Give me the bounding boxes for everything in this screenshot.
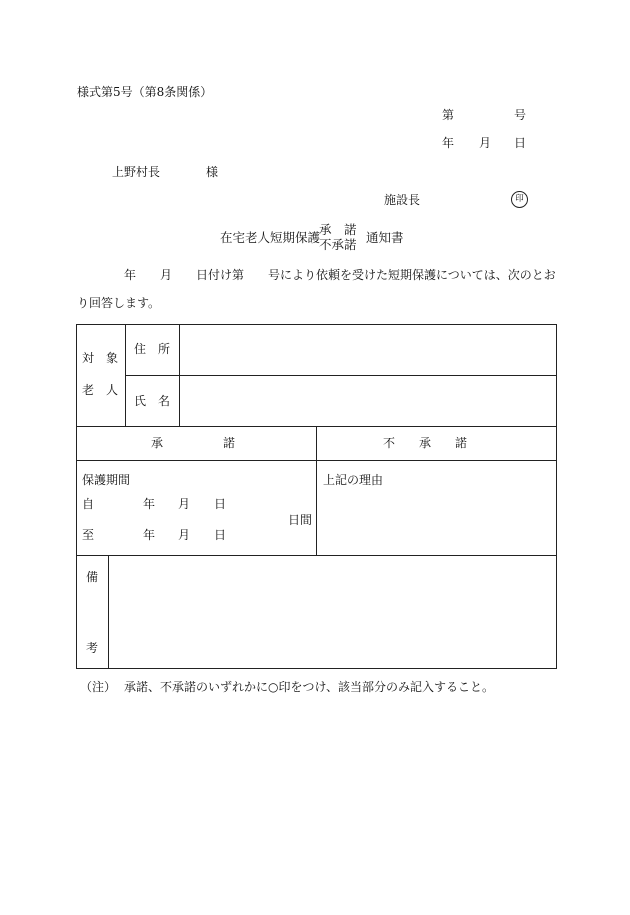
form-id: 様式第5号（第8条関係） xyxy=(77,85,213,99)
approve-header: 承 諾 xyxy=(151,436,236,450)
address-label: 住 所 xyxy=(134,342,171,356)
name-label: 氏 名 xyxy=(134,394,171,408)
subject-label-2: 老 人 xyxy=(82,383,119,397)
from-label: 自 xyxy=(82,497,95,511)
days-label: 日間 xyxy=(288,513,313,527)
note-label: （注） xyxy=(80,680,117,694)
body-line2: り回答します。 xyxy=(77,296,161,310)
from-month: 月 xyxy=(178,497,191,511)
body-year: 年 xyxy=(124,268,137,282)
to-day: 日 xyxy=(214,528,227,542)
addressee-honorific: 様 xyxy=(206,165,219,179)
note-text: 承諾、不承諾のいずれかに○印をつけ、該当部分のみ記入すること。 xyxy=(124,680,494,694)
from-year: 年 xyxy=(143,497,156,511)
number-suffix: 号 xyxy=(514,108,527,122)
reject-header: 不 承 諾 xyxy=(383,436,468,450)
title-option-approve: 承 諾 xyxy=(319,222,357,237)
remarks-label-1: 備 xyxy=(86,570,99,584)
sender-title: 施設長 xyxy=(384,193,421,207)
to-year: 年 xyxy=(143,528,156,542)
reason-label: 上記の理由 xyxy=(323,473,384,487)
body-day-no: 日付け第 xyxy=(196,268,245,282)
body-month: 月 xyxy=(160,268,173,282)
from-day: 日 xyxy=(214,497,227,511)
title-suffix: 通知書 xyxy=(366,230,404,245)
date-day: 日 xyxy=(514,136,527,150)
title-prefix: 在宅老人短期保護 xyxy=(220,230,321,245)
title-option-reject: 不承諾 xyxy=(319,237,357,252)
to-label: 至 xyxy=(82,528,95,542)
body-line1-rest: 号により依頼を受けた短期保護については、次のとお xyxy=(268,268,556,282)
to-month: 月 xyxy=(178,528,191,542)
seal-icon: 印 xyxy=(511,191,528,208)
addressee-name: 上野村長 xyxy=(112,165,161,179)
date-month: 月 xyxy=(479,136,492,150)
remarks-label-2: 考 xyxy=(86,641,99,655)
subject-label-1: 対 象 xyxy=(82,351,119,365)
period-label: 保護期間 xyxy=(82,473,131,487)
date-year: 年 xyxy=(442,136,455,150)
number-prefix: 第 xyxy=(442,108,455,122)
